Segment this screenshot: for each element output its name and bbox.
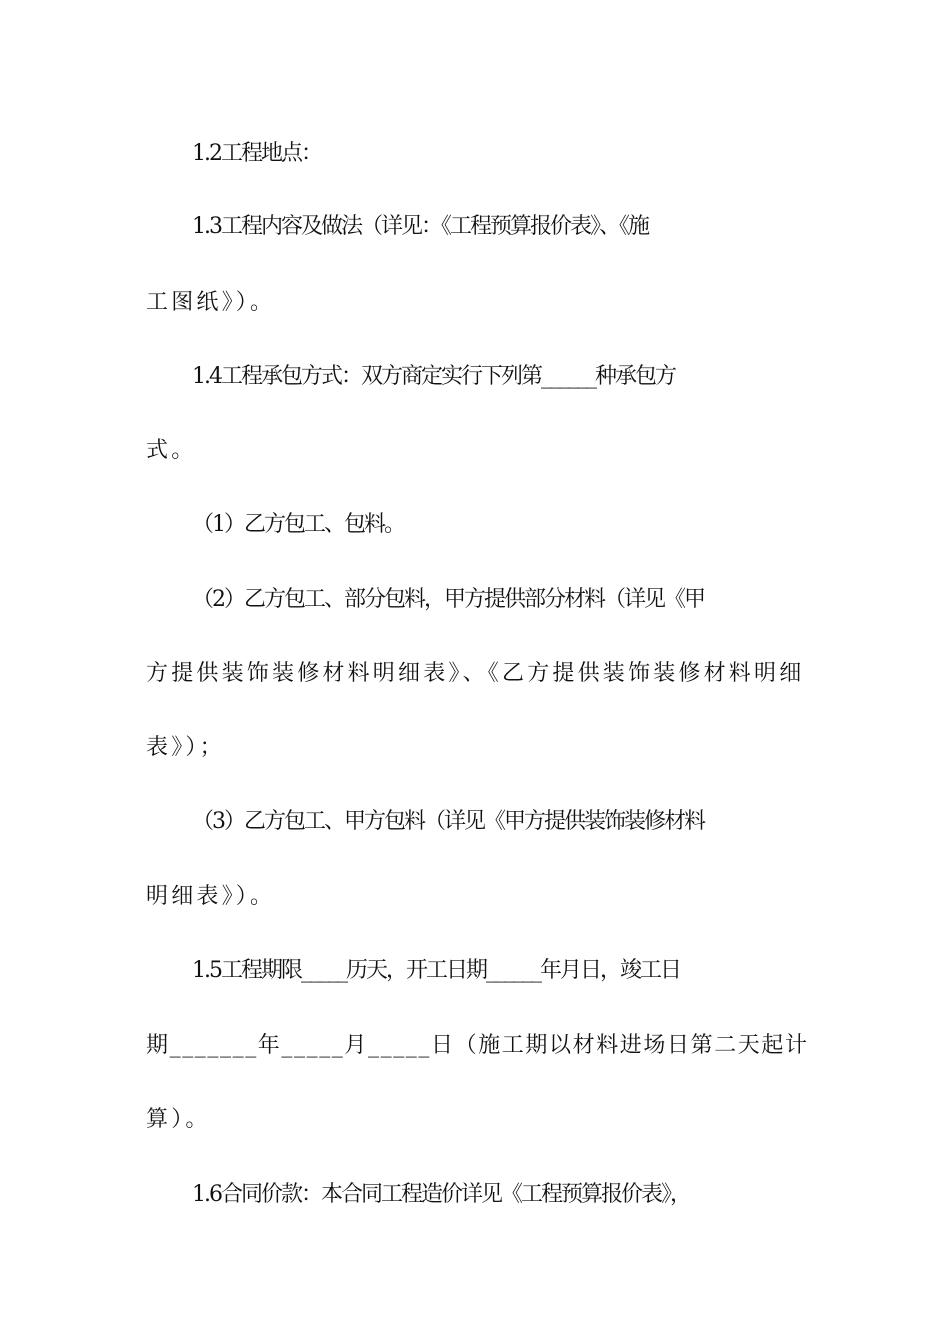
clause-1-4-line-1: 1.4工程承包方式：双方商定实行下列第______种承包方 xyxy=(192,364,675,389)
option-2-line-2: 方提供装饰装修材料明细表》、《乙方提供装饰装修材料明细 xyxy=(146,661,805,686)
clause-1-5-line-3: 算）。 xyxy=(146,1107,211,1132)
clause-1-3-line-1: 1.3工程内容及做法（详见：《工程预算报价表》、《施 xyxy=(192,214,648,239)
option-2-line-3: 表》）； xyxy=(146,735,225,760)
clause-1-5-line-2: 期_______年_____月_____日（施工期以材料进场日第二天起计 xyxy=(146,1033,809,1058)
option-3-line-1: （3）乙方包工、甲方包料（详见《甲方提供装饰装修材料 xyxy=(192,809,704,834)
clause-1-5-line-1: 1.5工程期限_____历天，开工日期______年月日，竣工日 xyxy=(192,958,680,983)
option-3-line-2: 明细表》）。 xyxy=(146,884,276,909)
clause-1-6-line-1: 1.6合同价款：本合同工程造价详见《工程预算报价表》， xyxy=(192,1182,690,1207)
clause-1-2-line: 1.2工程地点： xyxy=(192,141,321,166)
clause-1-3-line-2: 工图纸》）。 xyxy=(146,290,276,315)
option-2-line-1: （2）乙方包工、部分包料，甲方提供部分材料（详见《甲 xyxy=(192,587,704,612)
option-1-line: （1）乙方包工、包料。 xyxy=(192,512,404,537)
clause-1-4-line-2: 式。 xyxy=(146,438,197,463)
